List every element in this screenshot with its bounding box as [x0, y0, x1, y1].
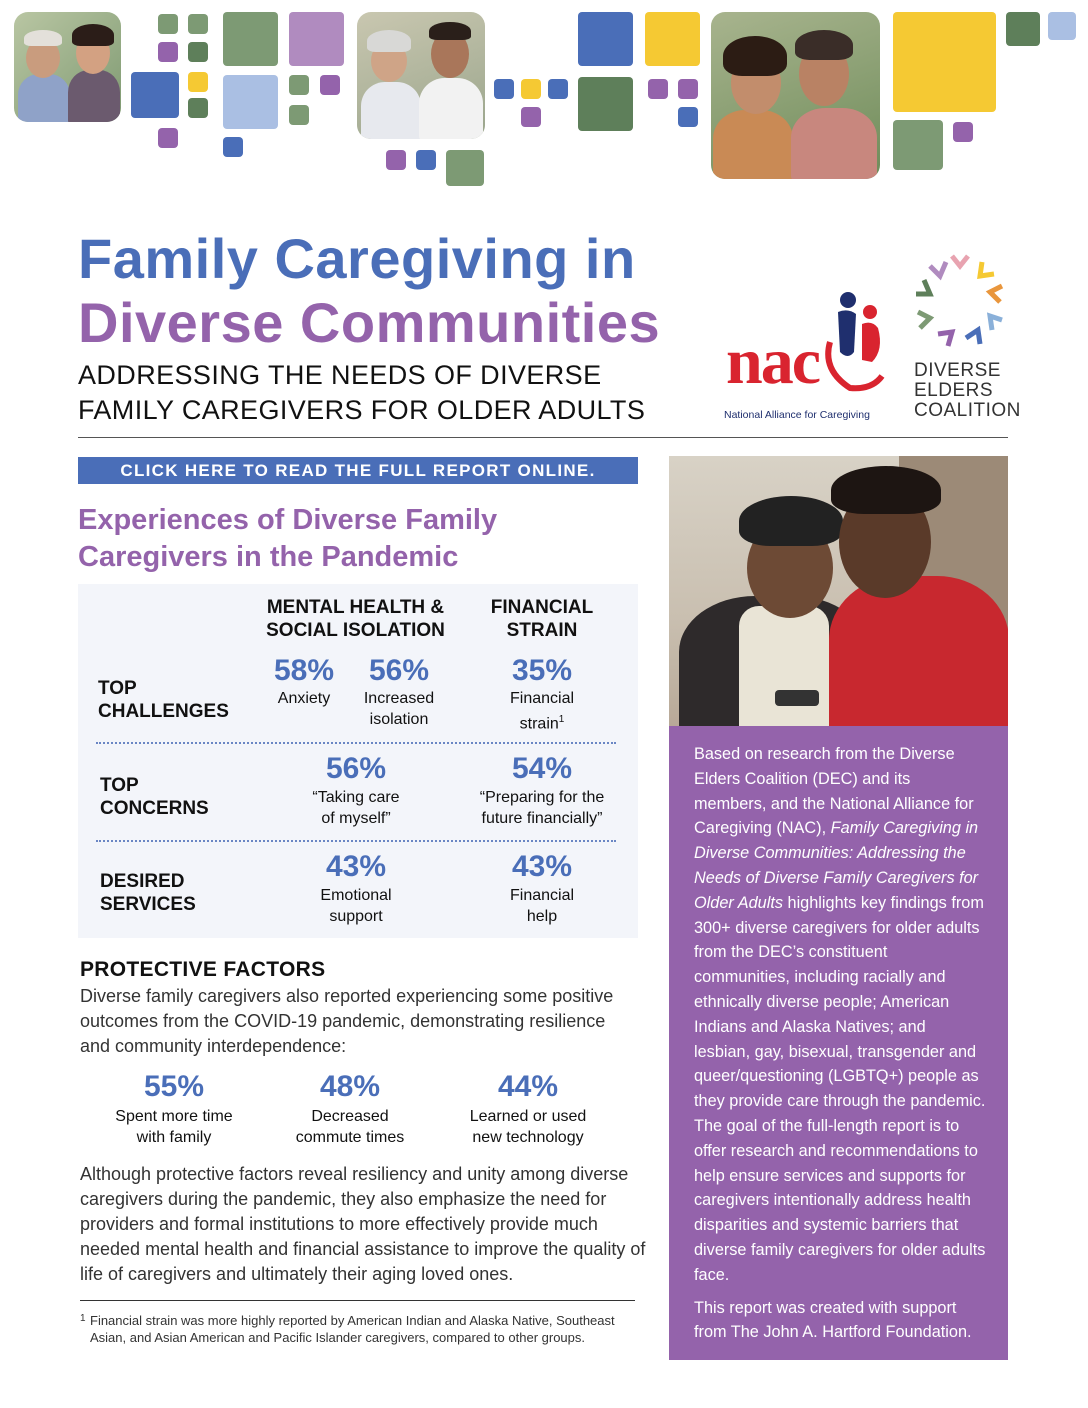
stat-anxiety-pct: 58% [273, 654, 335, 687]
photo-mother-daughter [711, 12, 880, 179]
self-care-line1: “Taking care [312, 789, 400, 806]
stat-commute-label [272, 1106, 428, 1148]
stat-isolation-pct: 56% [368, 654, 430, 687]
photo-elder-and-man [357, 12, 485, 139]
experiences-title-line1: Experiences of Diverse Family [78, 504, 498, 536]
row-header-concerns [100, 774, 209, 820]
strain-word: strain [519, 715, 559, 733]
header-mosaic [0, 0, 1088, 200]
stat-self-care-label [276, 787, 436, 829]
page-title-line1: Family Caregiving in [78, 227, 636, 290]
col2-line1: FINANCIAL [490, 597, 594, 618]
stat-financial-help-label [458, 885, 626, 927]
row-header-services [100, 870, 196, 916]
stat-emotional-support-pct: 43% [325, 850, 387, 883]
subtitle-line1: ADDRESSING THE NEEDS OF DIVERSE [78, 360, 602, 390]
stat-commute-pct: 48% [319, 1070, 381, 1103]
column-header-mental-health [248, 596, 463, 642]
experiences-title-line2: Caregivers in the Pandemic [78, 541, 459, 573]
future-line1: “Preparing for the [479, 789, 605, 806]
row3-line2: SERVICES [100, 894, 196, 915]
col1-line1: MENTAL HEALTH & [266, 597, 445, 618]
row-header-challenges [98, 677, 229, 723]
findings-table [78, 584, 638, 938]
emotional-line1: Emotional [320, 887, 392, 904]
header-divider [78, 437, 1008, 438]
protective-factors-closing: Although protective factors reveal resiliency and unity among diverse caregivers during the pandemic, they also emphasize the need for providers and formal institutions to more effectively provide much needed mental health and financial assistance to improve the quality of life of caregivers and ultimately their aging loved ones. [80, 1164, 646, 1284]
col2-line2: STRAIN [506, 620, 578, 641]
subtitle-line2: FAMILY CAREGIVERS FOR OLDER ADULTS [78, 395, 646, 425]
stat-future-finance-label [458, 787, 626, 829]
technology-line2: new technology [472, 1129, 584, 1146]
sidebar-para1-start: Based on research from the Diverse Elders Coalition (DEC) and its members, and the National Alliance for Caregiving (NAC), [694, 745, 974, 838]
dec-star-icon [908, 250, 1013, 355]
dec-line3: COALITION [914, 400, 1021, 421]
stat-future-finance-pct: 54% [511, 752, 573, 785]
stat-financial-help-pct: 43% [511, 850, 573, 883]
stat-isolation-label [348, 688, 450, 730]
stat-emotional-support-label [276, 885, 436, 927]
photo-two-women [14, 12, 121, 122]
stat-technology-pct: 44% [497, 1070, 559, 1103]
sidebar-photo [669, 456, 1008, 726]
column-header-financial [463, 596, 621, 642]
read-full-report-link[interactable]: CLICK HERE TO READ THE FULL REPORT ONLINE. [78, 457, 638, 484]
stat-self-care-pct: 56% [325, 752, 387, 785]
sidebar-summary [669, 726, 1008, 1360]
stat-financial-strain-label [482, 688, 602, 734]
nac-wordmark: nac [726, 325, 819, 398]
dec-line1: DIVERSE [914, 360, 1001, 381]
family-time-line1: Spent more time [115, 1108, 233, 1125]
future-line2: future financially” [481, 810, 603, 827]
row1-line2: CHALLENGES [98, 701, 229, 722]
footnote-ref: 1 [558, 714, 565, 725]
experiences-title [78, 502, 638, 576]
dec-line2: ELDERS [914, 380, 994, 401]
row-divider [96, 840, 616, 842]
dec-wordmark [914, 361, 1021, 421]
emotional-line2: support [329, 908, 383, 925]
sidebar-paragraph-2: This report was created with support from The John A. Hartford Foundation. [694, 1298, 972, 1342]
isolation-line1: Increased [363, 690, 435, 707]
technology-line1: Learned or used [469, 1108, 587, 1125]
sidebar-para1-end: highlights key findings from 300+ diverse caregivers for older adults from the DEC’s constituent communities, including racially and ethnically diverse people; American Indians and Alaska Natives; and lesbian, gay, bisexual, transgender and queer/questioning (LGBTQ+) people as they provide care through the pandemic. The goal of the full-length report is to offer research and recommendations to help ensure services and supports for caregivers intentionally address health disparities and systemic barriers that diverse family caregivers for older adults face. [694, 893, 986, 1284]
commute-line1: Decreased [311, 1108, 389, 1125]
nac-name: National Alliance for Caregiving [724, 409, 870, 421]
family-time-line2: with family [136, 1129, 212, 1146]
strain-line2 [482, 709, 602, 734]
footnote-text: Financial strain was more highly reported by American Indian and Alaska Native, Southeast Asian, and Asian American and Pacific Islander caregivers, compared to other groups. [90, 1313, 615, 1345]
sidebar-paragraph-1 [694, 742, 986, 1288]
footnote-number: 1 [80, 1313, 86, 1324]
dec-logo [908, 250, 1021, 425]
col1-line2: SOCIAL ISOLATION [266, 620, 445, 641]
stat-family-time-label [96, 1106, 252, 1148]
row2-line2: CONCERNS [100, 798, 209, 819]
row-divider [96, 742, 616, 744]
protective-factors-intro: Diverse family caregivers also reported experiencing some positive outcomes from the COVID-19 pandemic, demonstrating resilience and community interdependence: [80, 986, 614, 1056]
footnote-divider [80, 1300, 635, 1301]
page-title-line2: Diverse Communities [78, 291, 661, 354]
strain-line1: Financial [509, 690, 575, 707]
nac-logo [722, 290, 887, 425]
report-title-italic: Family Caregiving in Diverse Communities: Addressing the Needs of Diverse Family Caregivers for Older Adults [694, 819, 979, 912]
commute-line2: commute times [295, 1129, 405, 1146]
page-subtitle [78, 358, 708, 428]
row3-line1: DESIRED [100, 871, 185, 892]
stat-financial-strain-pct: 35% [511, 654, 573, 687]
isolation-line2: isolation [369, 711, 429, 728]
stat-technology-label [448, 1106, 608, 1148]
protective-factors-title: PROTECTIVE FACTORS [80, 958, 326, 981]
self-care-line2: of myself” [321, 810, 391, 827]
row1-line1: TOP [98, 678, 137, 699]
stat-family-time-pct: 55% [143, 1070, 205, 1103]
help-line1: Financial [509, 887, 575, 904]
stat-anxiety-label: Anxiety [277, 690, 331, 707]
help-line2: help [526, 908, 558, 925]
row2-line1: TOP [100, 775, 139, 796]
